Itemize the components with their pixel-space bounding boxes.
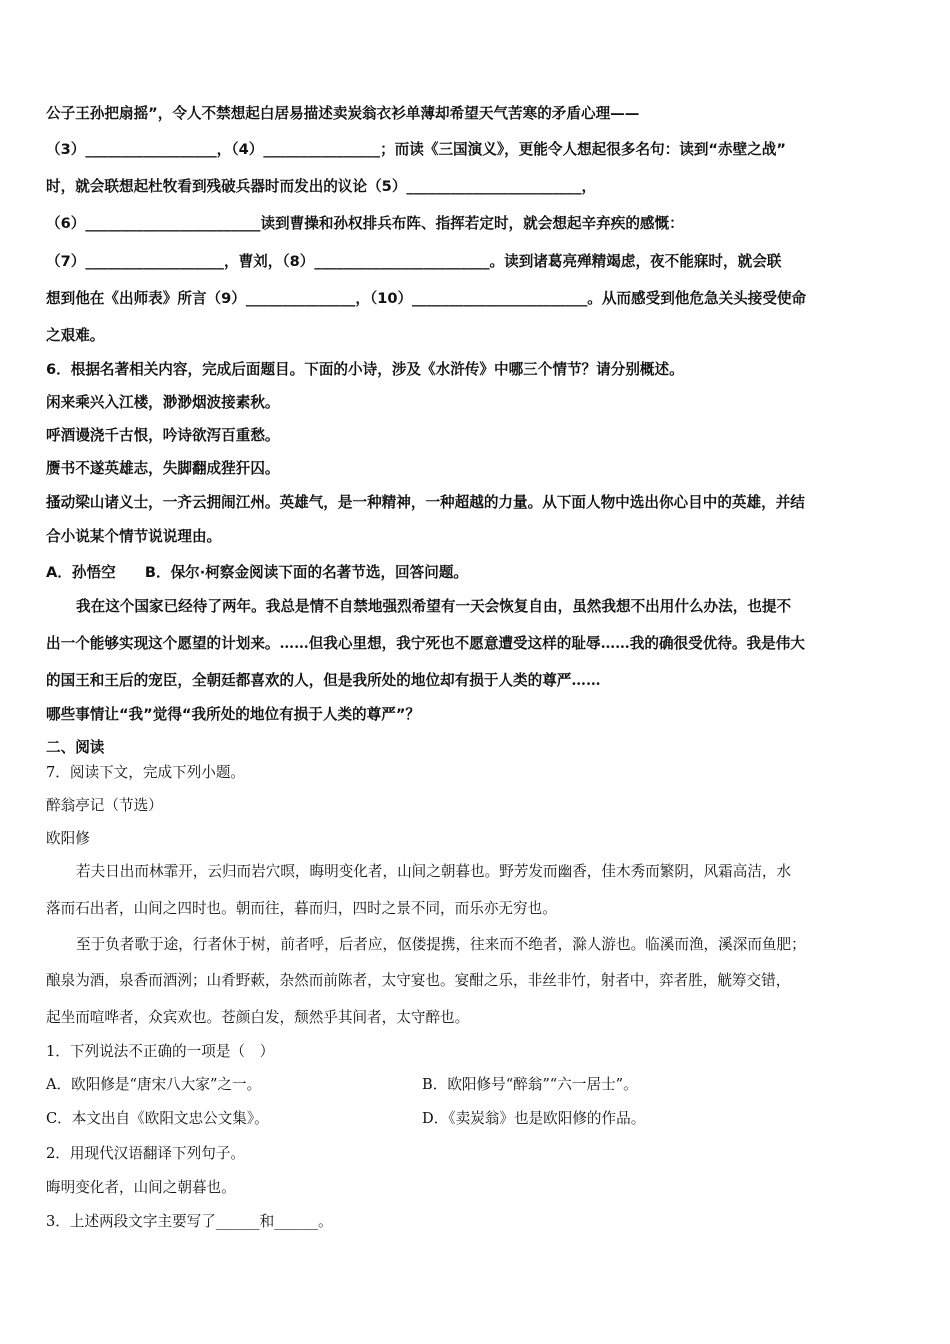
fill-blank-line-5: （7）___________________，曹刘，（8）________________________。读到诸葛亮殚精竭虑，夜不能寐时，就会联 xyxy=(46,253,782,270)
option-d: D．《卖炭翁》也是欧阳修的作品。 xyxy=(422,1110,646,1127)
passage-line-1: 若夫日出而林霏开，云归而岩穴暝，晦明变化者，山间之朝暮也。野芳发而幽香，佳木秀而繁阴，风霜高洁，水 xyxy=(76,863,792,880)
option-c: C．本文出自《欧阳文忠公文集》。 xyxy=(46,1110,269,1127)
poem-line-4: 搔动梁山诸义士，一齐云拥闹江州。 xyxy=(46,494,280,511)
excerpt-line-1: 我在这个国家已经待了两年。我总是情不自禁地强烈希望有一天会恢复自由，虽然我想不出用什么办法，也提不 xyxy=(76,598,792,615)
fill-blank-line-6: 想到他在《出师表》所言（9）_______________，（10）________________________。从而感受到他危急关头接受使命 xyxy=(46,290,807,307)
poem-line-3: 赝书不遂英雄志，失脚翻成狴犴囚。 xyxy=(46,460,280,477)
subquestion-2-sentence: 晦明变化者，山间之朝暮也。 xyxy=(46,1179,236,1196)
passage-line-3: 至于负者歌于途，行者休于树，前者呼，后者应，伛偻提携，往来而不绝者，滁人游也。临溪而渔，溪深而鱼肥； xyxy=(76,936,806,953)
poem-line-4-and-hero-prompt xyxy=(46,493,908,513)
hero-prompt: 英雄气，是一种精神，一种超越的力量。从下面人物中选出你心目中的英雄，并结 xyxy=(279,494,805,511)
hero-prompt-cont: 合小说某个情节说说理由。 xyxy=(46,528,222,545)
subquestion-3: 3．上述两段文字主要写了______和______。 xyxy=(46,1213,333,1230)
options-row-cd xyxy=(46,1109,908,1129)
passage-line-4: 酿泉为酒，泉香而酒洌；山肴野蔌，杂然而前陈者，太守宴也。宴酣之乐，非丝非竹，射者中，弈者胜，觥筹交错， xyxy=(46,972,791,989)
poem-line-1: 闲来乘兴入江楼，渺渺烟波接素秋。 xyxy=(46,394,280,411)
passage-line-5: 起坐而喧哗者，众宾欢也。苍颜白发，颓然乎其间者，太守醉也。 xyxy=(46,1009,470,1026)
fill-blank-line-7: 之艰难。 xyxy=(46,327,105,344)
fill-blank-line-4: （6）________________________读到曹操和孙权排兵布阵、指挥若定时，就会想起辛弃疾的感慨： xyxy=(46,215,684,232)
passage-author: 欧阳修 xyxy=(46,830,90,847)
fill-blank-line-1: 公子王孙把扇摇”，令人不禁想起白居易描述卖炭翁衣衫单薄却希望天气苦寒的矛盾心理—— xyxy=(46,105,640,122)
excerpt-question: 哪些事情让“我”觉得“我所处的地位有损于人类的尊严”？ xyxy=(46,706,421,723)
passage-line-2: 落而石出者，山间之四时也。朝而往，暮而归，四时之景不同，而乐亦无穷也。 xyxy=(46,900,557,917)
excerpt-line-3: 的国王和王后的宠臣，全朝廷都喜欢的人，但是我所处的地位却有损于人类的尊严…… xyxy=(46,672,601,689)
question-7-stem: 7．阅读下文，完成下列小题。 xyxy=(46,764,246,781)
subquestion-2: 2．用现代汉语翻译下列句子。 xyxy=(46,1145,246,1162)
options-row-ab xyxy=(46,1075,908,1095)
option-b: B．欧阳修号“醉翁”“六一居士”。 xyxy=(422,1076,638,1093)
subquestion-1: 1．下列说法不正确的一项是（ ） xyxy=(46,1043,275,1060)
excerpt-line-2: 出一个能够实现这个愿望的计划来。……但我心里想，我宁死也不愿意遭受这样的耻辱……我的确很受优待。我是伟大 xyxy=(46,635,805,652)
passage-title: 醉翁亭记（节选） xyxy=(46,797,163,814)
hero-options: A．孙悟空 B．保尔·柯察金 xyxy=(46,564,250,581)
poem-line-2: 呼酒谩浇千古恨，吟诗欲泻百重愁。 xyxy=(46,427,280,444)
fill-blank-line-3: 时，就会联想起杜牧看到残破兵器时而发出的议论（5）________________________， xyxy=(46,178,597,195)
hero-options-line xyxy=(46,563,908,583)
option-a: A．欧阳修是“唐宋八大家”之一。 xyxy=(46,1076,262,1093)
section-heading: 二、阅读 xyxy=(46,739,105,756)
fill-blank-line-2: （3）__________________，（4）________________；而读《三国演义》，更能令人想起很多名句：读到“赤壁之战” xyxy=(46,141,786,158)
question-6-stem: 6．根据名著相关内容，完成后面题目。下面的小诗，涉及《水浒传》中哪三个情节？请分别概述。 xyxy=(46,361,684,378)
excerpt-question-stem: 阅读下面的名著节选，回答问题。 xyxy=(249,564,469,581)
